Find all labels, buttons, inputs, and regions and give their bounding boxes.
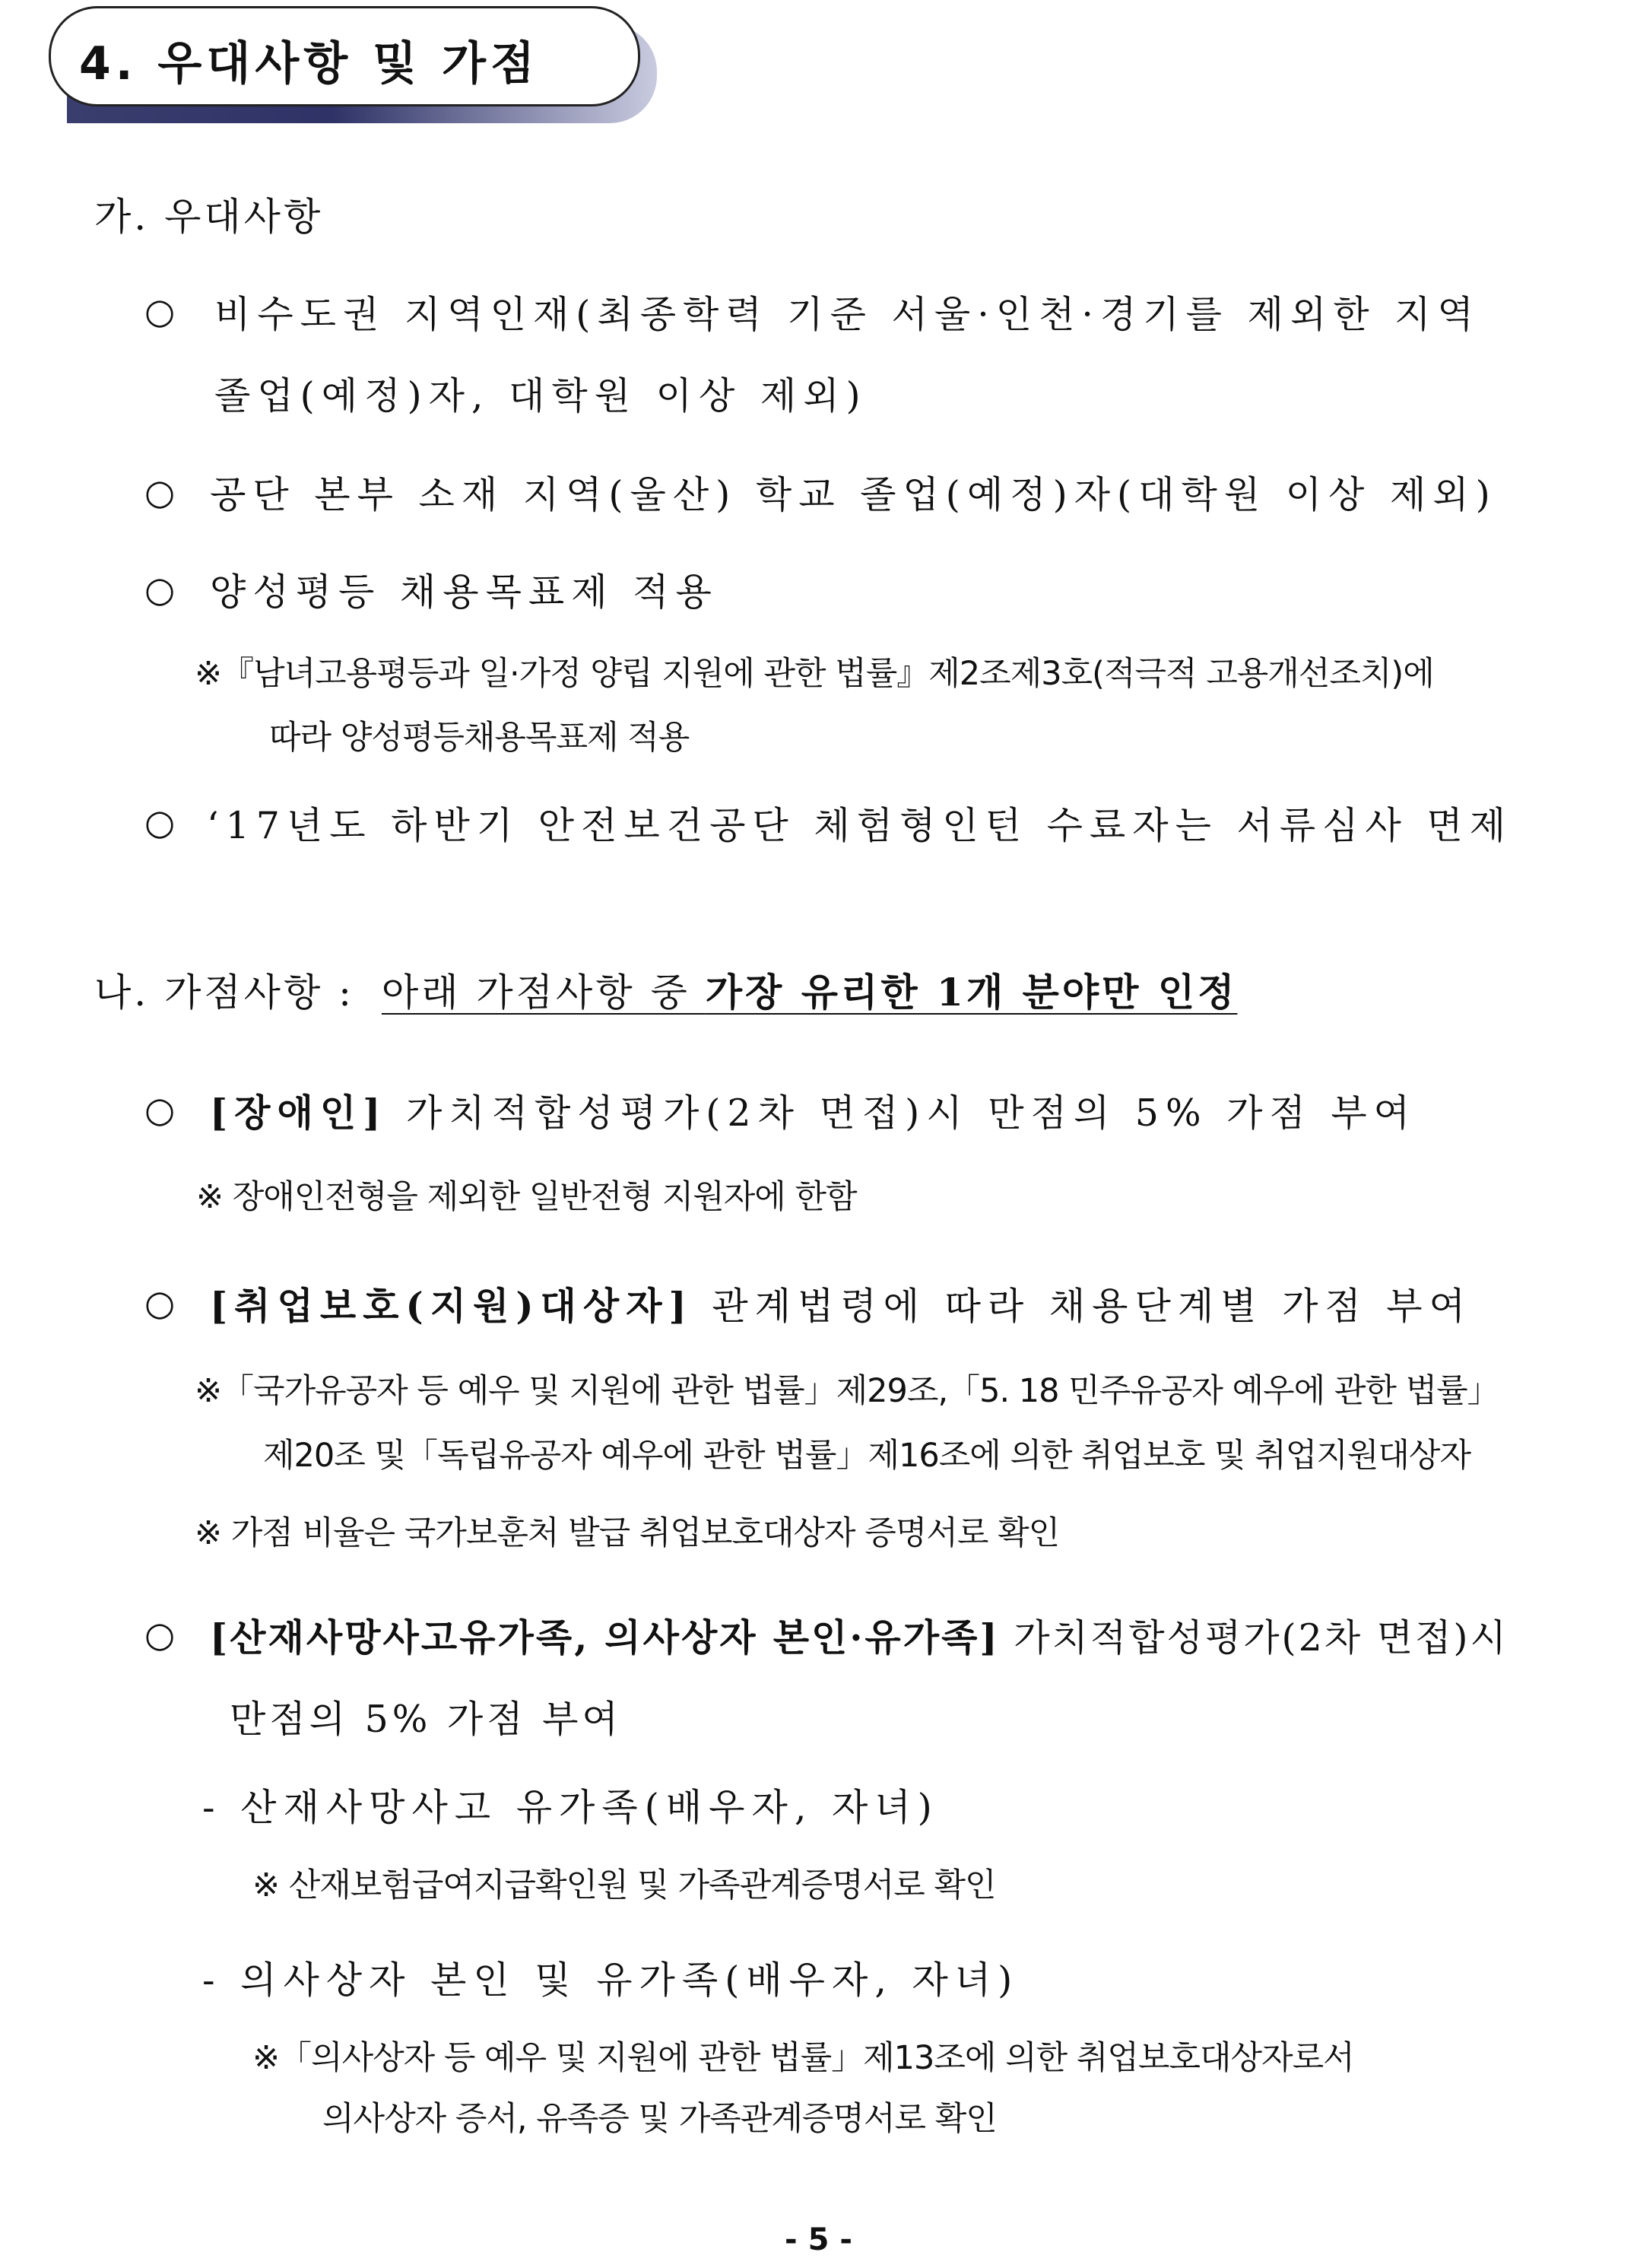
bullet: ○ xyxy=(144,1614,176,1655)
bullet: ○ xyxy=(144,569,176,610)
pref-item-3: 양성평등 채용목표제 적용 xyxy=(210,570,719,614)
section-b-heading-label: 나. 가점사항 : xyxy=(94,970,355,1015)
bonus-bereaved xyxy=(210,1609,1509,1662)
heading-note-b: 가장 유리한 1개 분야만 인정 xyxy=(705,970,1238,1015)
bonus-employment xyxy=(210,1277,1472,1330)
bereaved-sub-2-note-line1: ※「의사상자 등 예우 및 지원에 관한 법률」제13조에 의한 취업보호대상자로서 xyxy=(252,2039,1354,2077)
bereaved-sub-1: - 산재사망사고 유가족(배우자, 자녀) xyxy=(202,1786,939,1829)
bonus-disabled-tag: [장애인] xyxy=(210,1091,388,1135)
bonus-bereaved-text: 가치적합성평가(2차 면접)시 xyxy=(1014,1616,1509,1660)
bonus-disabled xyxy=(210,1084,1417,1137)
bonus-bereaved-text-line2: 만점의 5% 가점 부여 xyxy=(230,1698,622,1741)
pref-item-3-note-line2: 따라 양성평등채용목표제 적용 xyxy=(269,719,690,757)
bullet: ○ xyxy=(144,291,176,332)
heading-note-a: 아래 가점사항 중 xyxy=(381,970,706,1015)
bonus-employment-tag: [취업보호(지원)대상자] xyxy=(210,1284,693,1328)
pref-item-1-line2: 졸업(예정)자, 대학원 이상 제외) xyxy=(214,374,868,418)
bullet: ○ xyxy=(144,472,176,513)
section-b-heading-note xyxy=(382,970,1238,1015)
pref-item-3-note-line1: ※『남녀고용평등과 일·가정 양립 지원에 관한 법률』제2조제3호(적극적 고용개선조치)에 xyxy=(195,655,1434,693)
bereaved-sub-2-note-line2: 의사상자 증서, 유족증 및 가족관계증명서로 확인 xyxy=(322,2100,997,2138)
bonus-disabled-note: ※ 장애인전형을 제외한 일반전형 지원자에 한함 xyxy=(196,1178,857,1216)
bereaved-sub-2: - 의사상자 본인 및 유가족(배우자, 자녀) xyxy=(202,1958,1020,2002)
bullet: ○ xyxy=(144,802,176,843)
bonus-employment-note-line2: 제20조 및「독립유공자 예우에 관한 법률」제16조에 의한 취업보호 및 취업지원대상자 xyxy=(263,1437,1470,1475)
bonus-disabled-text: 가치적합성평가(2차 면접)시 만점의 5% 가점 부여 xyxy=(405,1091,1417,1135)
pref-item-2: 공단 본부 소재 지역(울산) 학교 졸업(예정)자(대학원 이상 제외) xyxy=(210,473,1497,516)
bonus-employment-note-3: ※ 가점 비율은 국가보훈처 발급 취업보호대상자 증명서로 확인 xyxy=(195,1514,1060,1552)
bonus-employment-note-line1: ※「국가유공자 등 예우 및 지원에 관한 법률」제29조,「5. 18 민주유공자 예우에 관한 법률」 xyxy=(195,1372,1499,1410)
bullet: ○ xyxy=(144,1282,176,1323)
bereaved-sub-1-note: ※ 산재보험급여지급확인원 및 가족관계증명서로 확인 xyxy=(252,1866,996,1904)
page-title: 4. 우대사항 및 가점 xyxy=(79,37,539,91)
bonus-employment-text: 관계법령에 따라 채용단계별 가점 부여 xyxy=(712,1285,1472,1328)
bonus-bereaved-tag: [산재사망사고유가족, 의사상자 본인·유가족] xyxy=(210,1615,1000,1660)
pref-item-4: ‘17년도 하반기 안전보건공단 체험형인턴 수료자는 서류심사 면제 xyxy=(207,804,1513,847)
pref-item-1-line1: 비수도권 지역인재(최종학력 기준 서울·인천·경기를 제외한 지역 xyxy=(214,293,1480,336)
page-number: - 5 - xyxy=(785,2222,852,2257)
section-a-heading: 가. 우대사항 xyxy=(94,195,324,239)
section-b-heading xyxy=(94,962,1237,1017)
bullet: ○ xyxy=(144,1089,176,1130)
